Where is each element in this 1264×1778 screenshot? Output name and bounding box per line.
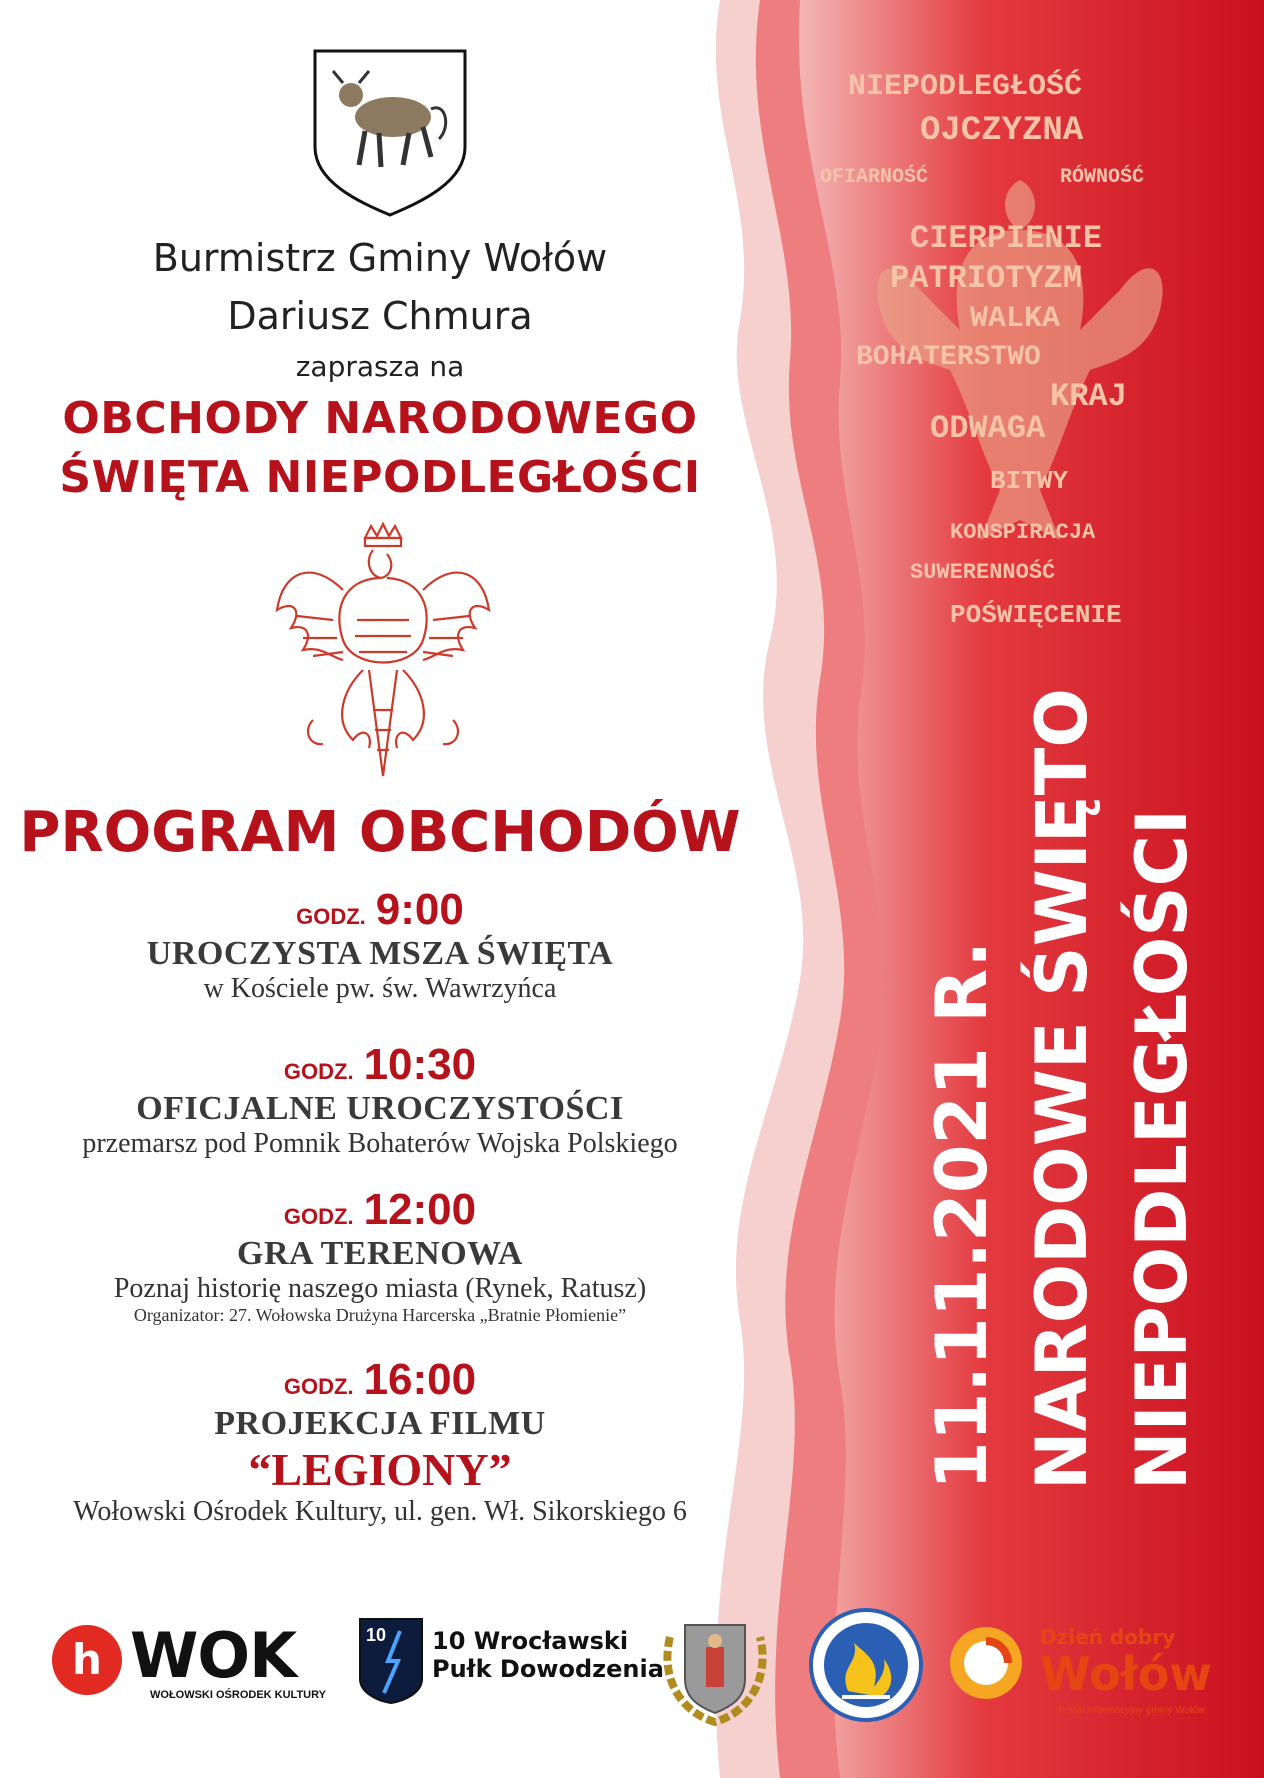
program-time: GODZ. 10:30 — [283, 1040, 477, 1089]
scout-team-emblem-icon — [808, 1607, 924, 1723]
word: BOHATERSTWO — [856, 342, 1041, 373]
word: NIEPODLEGŁOŚĆ — [848, 70, 1083, 104]
program-time: GODZ. 12:00 — [283, 1185, 477, 1234]
program-item-title: PROJEKCJA FILMU — [214, 1405, 546, 1442]
program-item-title: OFICJALNE UROCZYSTOŚCI — [136, 1090, 624, 1127]
word: OJCZYZNA — [920, 112, 1084, 150]
program-item-desc: Wołowski Ośrodek Kultury, ul. gen. Wł. Sikorskiego 6 — [73, 1496, 687, 1527]
wok-logo-text: WOK — [130, 1619, 297, 1692]
parish-emblem-icon — [660, 1607, 770, 1727]
holiday-name-line2: NIEPODLEGŁOŚCI — [1121, 808, 1203, 1490]
word: PATRIOTYZM — [890, 260, 1083, 297]
word: CIERPIENIE — [910, 220, 1103, 257]
invitation-text: zaprasza na — [295, 350, 465, 383]
program-item — [0, 1355, 760, 1528]
program-item — [0, 1040, 760, 1160]
holiday-name-line1: NARODOWE ŚWIĘTO — [1021, 688, 1103, 1490]
program-time: GODZ. 16:00 — [283, 1355, 477, 1404]
municipal-coat-of-arms — [311, 47, 469, 217]
word: POŚWIĘCENIE — [950, 600, 1122, 630]
program-item-desc: w Kościele pw. św. Wawrzyńca — [203, 973, 557, 1004]
program-item-title: UROCZYSTA MSZA ŚWIĘTA — [146, 935, 614, 972]
word: ODWAGA — [930, 410, 1046, 447]
program-item-title: GRA TERENOWA — [237, 1235, 523, 1272]
vertical-date-block — [912, 490, 1212, 1490]
word: SUWERENNOŚĆ — [910, 560, 1056, 585]
program-time: GODZ. 9:00 — [296, 885, 464, 934]
program-item-desc: przemarsz pod Pomnik Bohaterów Wojska Polskiego — [82, 1128, 678, 1159]
word: RÓWNOŚĆ — [1060, 166, 1145, 189]
event-headline-line2: ŚWIĘTA NIEPODLEGŁOŚCI — [59, 452, 701, 503]
wok-logo-icon: h — [52, 1625, 122, 1695]
regiment-number: 10 — [366, 1625, 387, 1645]
regiment-badge-icon — [358, 1617, 424, 1705]
event-headline-line1: OBCHODY NARODOWEGO — [62, 393, 698, 444]
word: KONSPIRACJA — [950, 520, 1096, 545]
program-item — [0, 1185, 760, 1326]
white-eagle-emblem — [273, 520, 493, 782]
program-title: PROGRAM OBCHODÓW — [19, 800, 741, 865]
program-item — [0, 885, 760, 1005]
event-date: 11.11.2021 R. — [921, 941, 1003, 1490]
program-item-desc: Poznaj historię naszego miasta (Rynek, Ratusz) — [113, 1273, 647, 1304]
word: BITWY — [990, 466, 1069, 496]
sponsor-logos — [0, 1605, 1264, 1735]
program-item-organizer: Organizator: 27. Wołowska Drużyna Harcerska „Bratnie Płomienie” — [133, 1305, 627, 1325]
portal-logo-name: Wołów — [1040, 1647, 1212, 1701]
inviter-title: Burmistrz Gminy Wołów — [152, 236, 608, 280]
inviter-name: Dariusz Chmura — [227, 294, 533, 338]
word: KRAJ — [1050, 378, 1127, 415]
portal-logo-top: Dzień dobry — [1040, 1625, 1176, 1649]
dzien-dobry-logo-icon — [946, 1623, 1026, 1703]
word: WALKA — [970, 302, 1061, 336]
film-title: “LEGIONY” — [248, 1444, 512, 1495]
regiment-name: 10 Wrocławski Pułk Dowodzenia — [432, 1627, 664, 1683]
portal-logo-subtitle: Portal informacyjny gminy Wołów — [1058, 1705, 1206, 1716]
wok-full-name: WOŁOWSKI OŚRODEK KULTURY — [150, 1689, 326, 1701]
word: OFIARNOŚĆ — [820, 166, 929, 189]
